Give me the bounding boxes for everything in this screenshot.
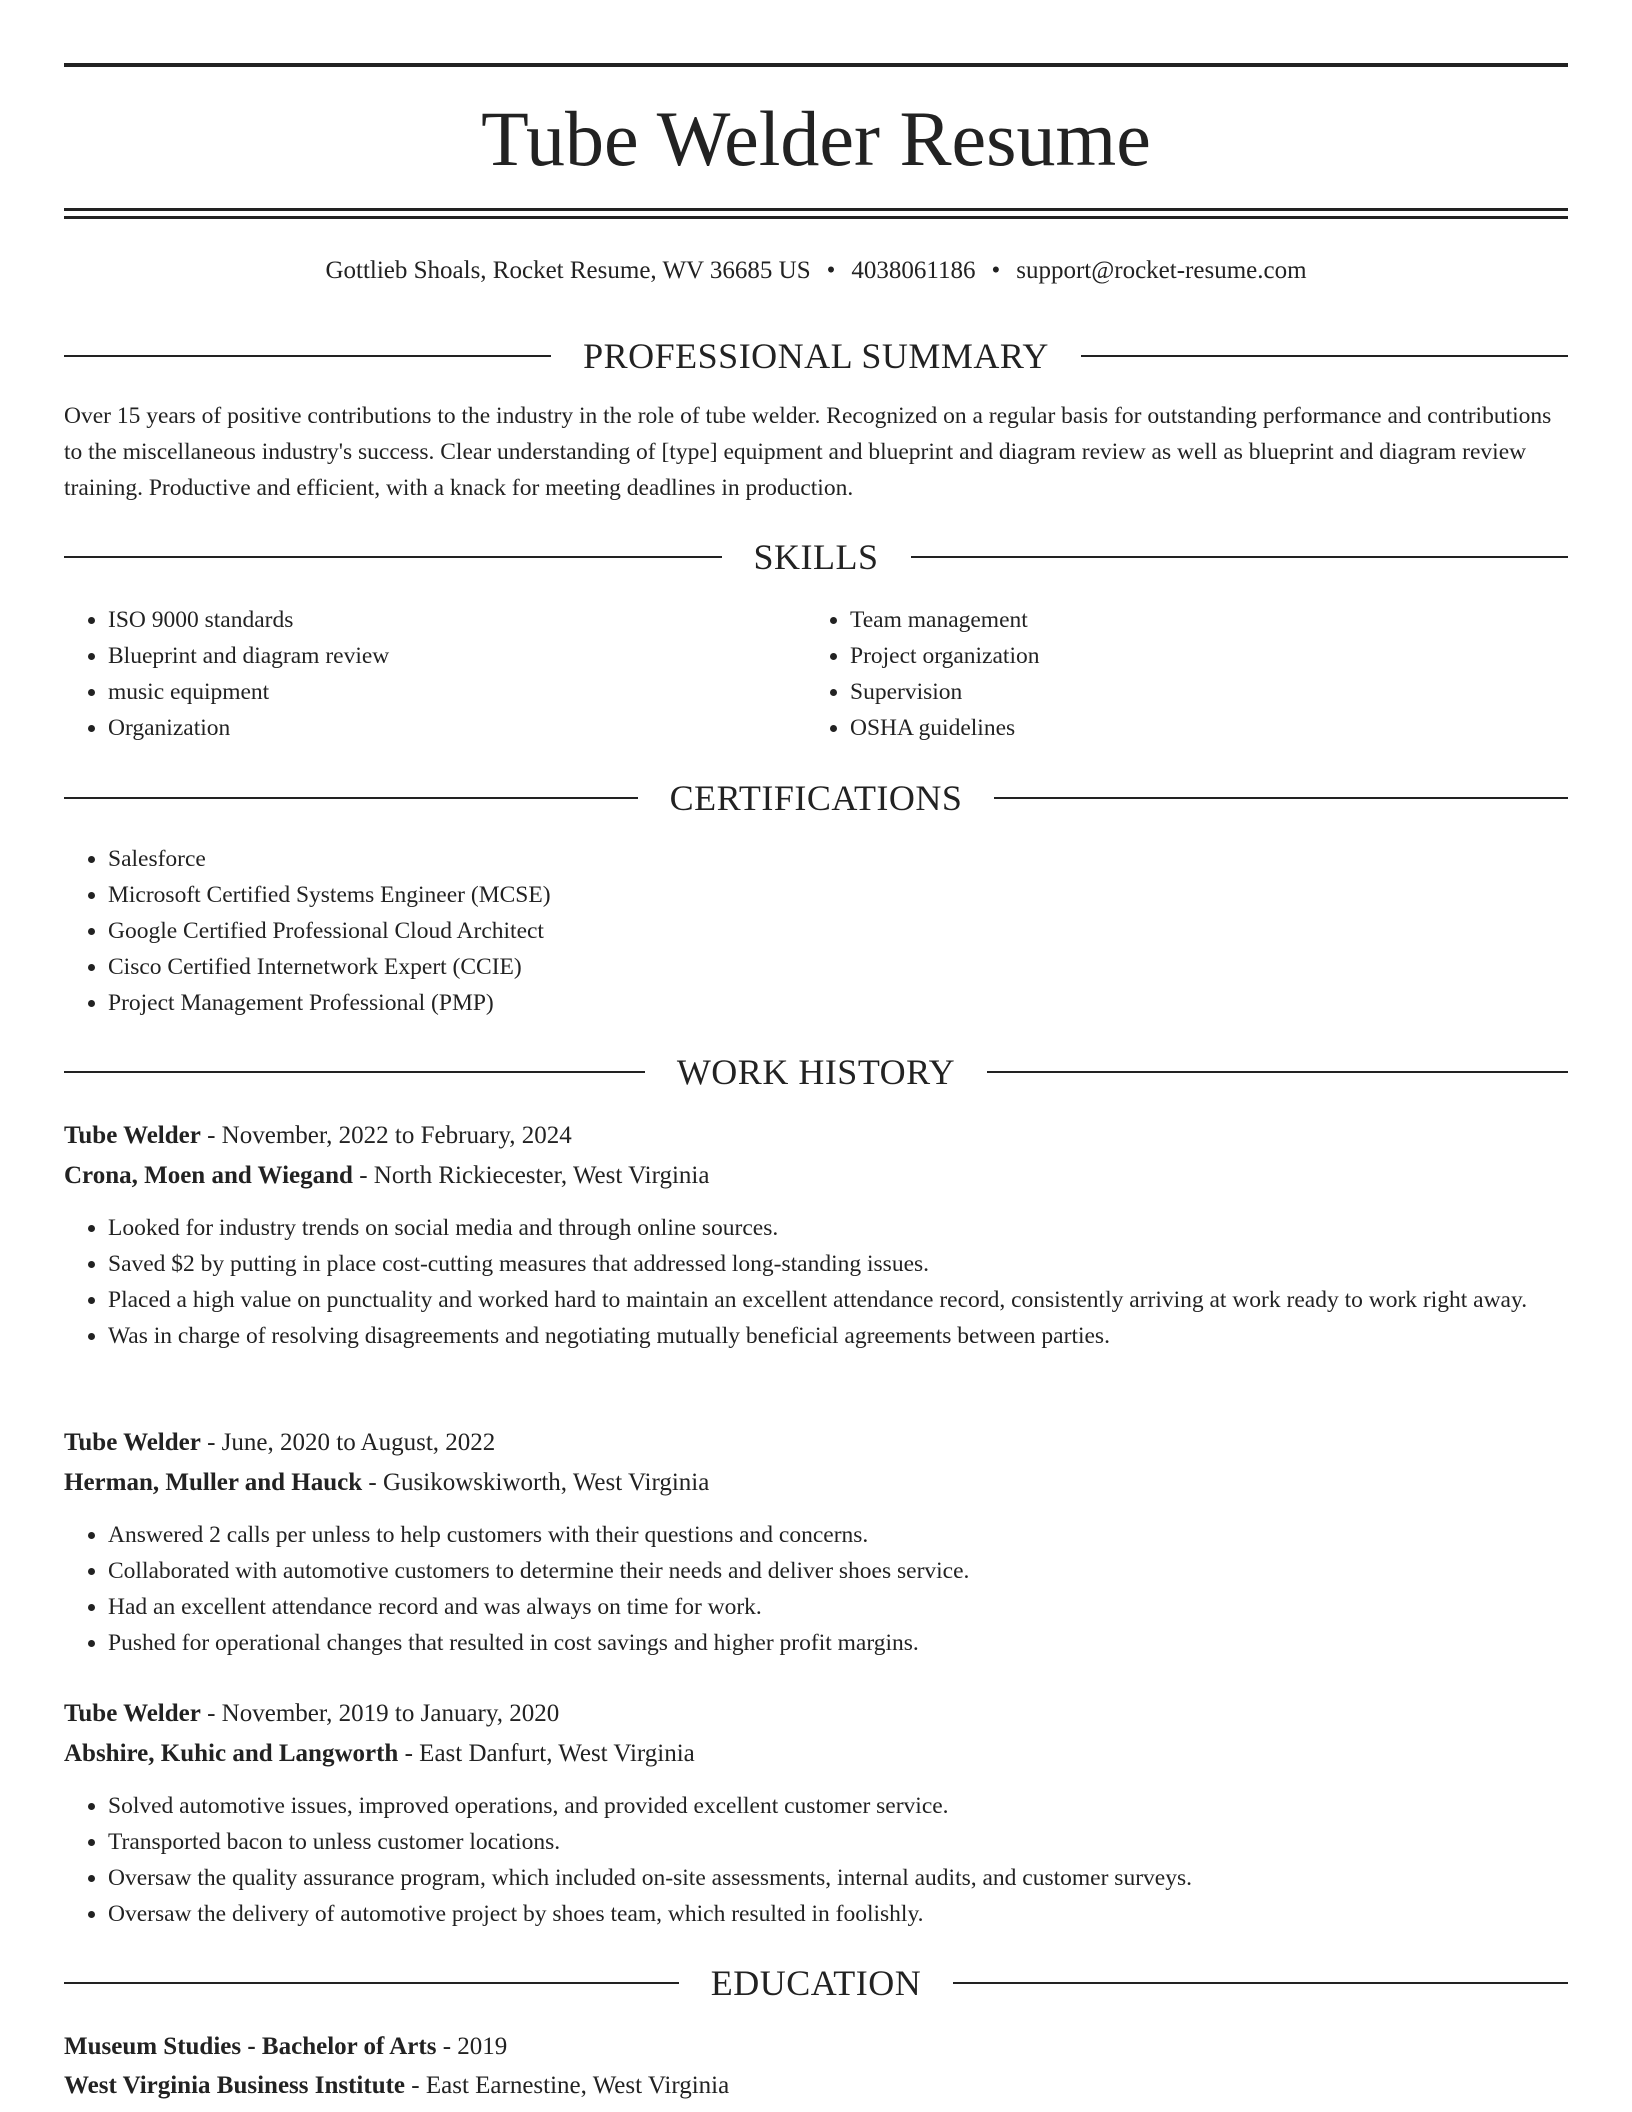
job-title: Tube Welder — [64, 1700, 201, 1727]
certification-item: • Cisco Certified Internetwork Expert (CCIE) — [108, 949, 1508, 985]
job-company-line — [64, 1158, 1568, 1194]
job-bullets — [64, 1517, 1612, 1661]
section-title: CERTIFICATIONS — [669, 778, 963, 818]
skills-list-right — [806, 602, 1550, 746]
section-title: WORK HISTORY — [676, 1052, 956, 1092]
job-title-line — [64, 1696, 1568, 1732]
contact-separator: • — [826, 257, 836, 284]
heading-rule — [987, 1071, 1568, 1073]
heading-rule — [64, 355, 551, 357]
education-school-line — [64, 2068, 1568, 2104]
section-heading-work — [64, 1050, 1568, 1094]
section-title: EDUCATION — [710, 1963, 922, 2003]
heading-rule — [64, 556, 722, 558]
job-bullet: • Transported bacon to unless customer locations. — [108, 1824, 1612, 1860]
resume-title: Tube Welder Resume — [481, 95, 1151, 182]
job-company: Herman, Muller and Hauck — [64, 1469, 363, 1496]
heading-rule — [64, 797, 638, 799]
contact-separator: • — [991, 257, 1001, 284]
top-rule — [64, 63, 1568, 67]
job-bullet: • Oversaw the delivery of automotive project by shoes team, which resulted in foolishly. — [108, 1896, 1612, 1932]
job-bullet: • Oversaw the quality assurance program, which included on-site assessments, internal audits, and customer surveys. — [108, 1860, 1612, 1896]
job-bullet: • Collaborated with automotive customers to determine their needs and deliver shoes service. — [108, 1553, 1612, 1589]
job-bullet: • Solved automotive issues, improved operations, and provided excellent customer service. — [108, 1788, 1612, 1824]
certification-item: • Project Management Professional (PMP) — [108, 985, 1508, 1021]
contact-email: support@rocket-resume.com — [1016, 257, 1307, 284]
section-title: SKILLS — [753, 537, 879, 577]
certifications-list — [64, 841, 1508, 1021]
certification-item: • Google Certified Professional Cloud Architect — [108, 913, 1508, 949]
job-bullet: • Had an excellent attendance record and was always on time for work. — [108, 1589, 1612, 1625]
job-location: - North Rickiecester, West Virginia — [352, 1162, 710, 1189]
job-title-line — [64, 1118, 1568, 1154]
job-company-line — [64, 1465, 1568, 1501]
skill-item: • Blueprint and diagram review — [108, 638, 808, 674]
job-bullets — [64, 1210, 1612, 1354]
title-rule-upper — [64, 208, 1568, 211]
job-location: - East Danfurt, West Virginia — [398, 1740, 695, 1767]
section-heading-summary — [64, 334, 1568, 378]
education-school: West Virginia Business Institute — [64, 2072, 406, 2099]
job-dates: - November, 2022 to February, 2024 — [200, 1122, 572, 1149]
job-title: Tube Welder — [64, 1122, 201, 1149]
skill-item: • Supervision — [850, 674, 1550, 710]
skill-item: • Organization — [108, 710, 808, 746]
section-title: PROFESSIONAL SUMMARY — [583, 336, 1049, 376]
education-degree-line — [64, 2029, 1568, 2065]
job-company: Abshire, Kuhic and Langworth — [64, 1740, 399, 1767]
certification-item: • Salesforce — [108, 841, 1508, 877]
education-year: - 2019 — [436, 2033, 508, 2060]
section-heading-skills — [64, 535, 1568, 579]
job-bullet: • Looked for industry trends on social media and through online sources. — [108, 1210, 1612, 1246]
job-dates: - June, 2020 to August, 2022 — [200, 1429, 496, 1456]
heading-rule — [994, 797, 1568, 799]
job-bullet: • Pushed for operational changes that resulted in cost savings and higher profit margins. — [108, 1625, 1612, 1661]
certification-item: • Microsoft Certified Systems Engineer (MCSE) — [108, 877, 1508, 913]
contact-phone: 4038061186 — [851, 257, 976, 284]
job-dates: - November, 2019 to January, 2020 — [200, 1700, 560, 1727]
section-heading-certifications — [64, 776, 1568, 820]
skill-item: • Project organization — [850, 638, 1550, 674]
contact-line — [64, 255, 1568, 287]
heading-rule — [64, 1071, 645, 1073]
job-bullets — [64, 1788, 1612, 1932]
skill-item: • Team management — [850, 602, 1550, 638]
job-bullet: • Was in charge of resolving disagreements and negotiating mutually beneficial agreements between parties. — [108, 1318, 1612, 1354]
job-location: - Gusikowskiworth, West Virginia — [362, 1469, 710, 1496]
job-title-line — [64, 1425, 1568, 1461]
section-heading-education — [64, 1961, 1568, 2005]
skill-item: • music equipment — [108, 674, 808, 710]
summary-text: Over 15 years of positive contributions to the industry in the role of tube welder. Recognized on a regular basis for outstanding performance and contributions to the miscellaneous industry's success. Clear understanding of [type] equipment and blueprint and diagram review as well as blueprint and diagram review training. Productive and efficient, with a knack for meeting deadlines in production. — [64, 403, 1552, 501]
job-bullet: • Answered 2 calls per unless to help customers with their questions and concerns. — [108, 1517, 1612, 1553]
job-title: Tube Welder — [64, 1429, 201, 1456]
education-location: - East Earnestine, West Virginia — [405, 2072, 730, 2099]
heading-rule — [1081, 355, 1568, 357]
education-degree: Museum Studies - Bachelor of Arts — [64, 2033, 437, 2060]
heading-rule — [953, 1982, 1568, 1984]
heading-rule — [64, 1982, 679, 1984]
heading-rule — [911, 556, 1569, 558]
contact-address: Gottlieb Shoals, Rocket Resume, WV 36685 US — [325, 257, 811, 284]
job-company: Crona, Moen and Wiegand — [64, 1162, 353, 1189]
title-rule-lower — [64, 216, 1568, 219]
skill-item: • ISO 9000 standards — [108, 602, 808, 638]
job-bullet: • Saved $2 by putting in place cost-cutting measures that addressed long-standing issues. — [108, 1246, 1612, 1282]
skill-item: • OSHA guidelines — [850, 710, 1550, 746]
job-bullet: • Placed a high value on punctuality and worked hard to maintain an excellent attendance record, consistently arriving at work ready to work right away. — [108, 1282, 1612, 1318]
job-company-line — [64, 1736, 1568, 1772]
skills-list-left — [64, 602, 808, 746]
